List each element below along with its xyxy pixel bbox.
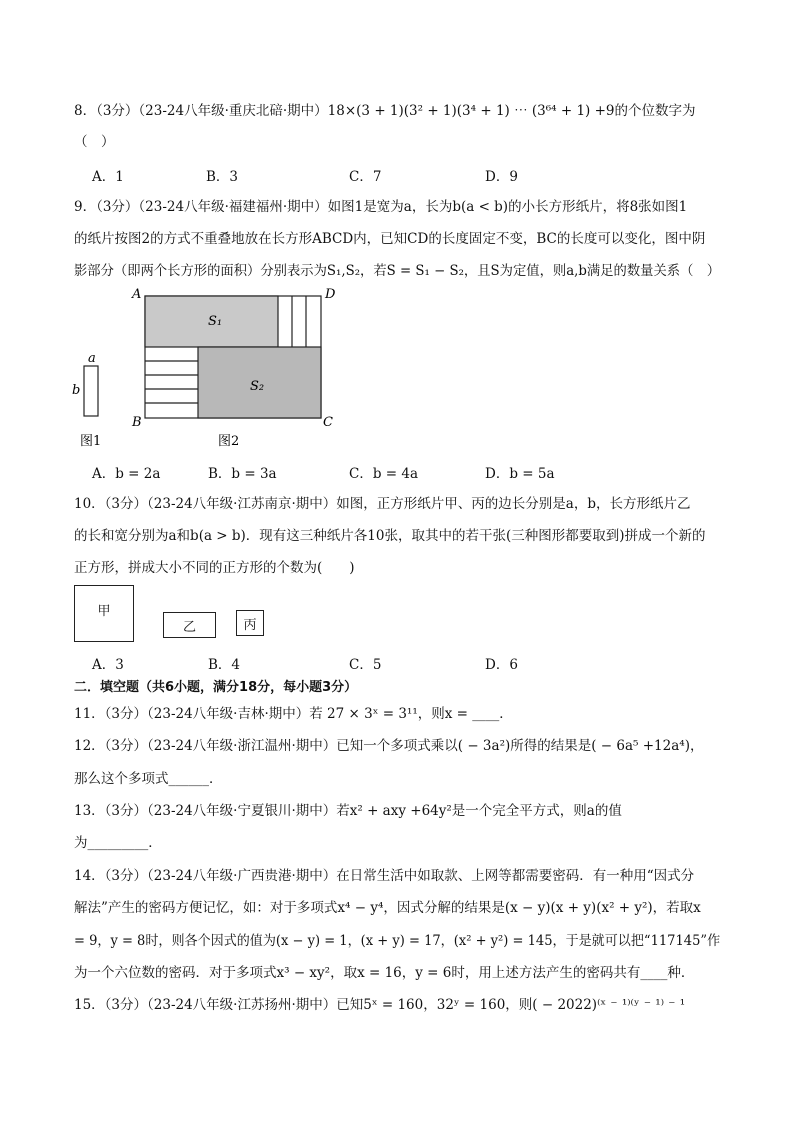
q15-line-1: 15．（3分）（23-24八年级·江苏扬州·期中）已知5ˣ = 160，32ʸ = 160，则( − 2022)⁽ˣ ⁻ ¹⁾⁽ʸ ⁻ ¹⁾ ⁻ ¹: [74, 997, 686, 1013]
q10-option-d: D．6: [485, 657, 518, 673]
fig2-label-s2: S₂: [250, 379, 265, 394]
shape-jia-label: 甲: [97, 604, 111, 619]
q13-line-1: 13．（3分）（23-24八年级·宁夏银川·期中）若x² + axy +64y²是一个完全平方式，则a的值: [74, 803, 622, 819]
q10-line-3: 正方形，拼成大小不同的正方形的个数为( ): [74, 560, 355, 576]
fig2-label-s1: S₁: [208, 314, 223, 329]
fig2-label-a: A: [132, 287, 142, 302]
q8-option-a: A．1: [92, 169, 124, 185]
q14-line-4: 为一个六位数的密码．对于多项式x³ − xy²，取x = 16，y = 6时，用上述方法产生的密码共有____种．: [74, 965, 695, 981]
q10-line-1: 10．（3分）（23-24八年级·江苏南京·期中）如图，正方形纸片甲、丙的边长分别是a，b，长方形纸片乙: [74, 496, 691, 512]
q9-option-d: D．b = 5a: [485, 466, 555, 482]
shape-yi-label: 乙: [182, 619, 196, 635]
q11-line-1: 11．（3分）（23-24八年级·吉林·期中）若 27 × 3ˣ = 3¹¹，则x = ____．: [74, 706, 513, 722]
q10-option-b: B．4: [208, 657, 241, 673]
q8-option-d: D．9: [485, 169, 518, 185]
fig2-caption: 图2: [218, 434, 240, 449]
q9-figure: [0, 280, 794, 455]
q9-option-c: C．b = 4a: [349, 466, 419, 482]
q10-option-c: C．5: [349, 657, 382, 673]
q9-line-2: 的纸片按图2的方式不重叠地放在长方形ABCD内，已知CD的长度固定不变，BC的长度可以变化，图中阴: [74, 231, 706, 247]
shape-bing: [236, 610, 264, 636]
fig1-caption: 图1: [80, 434, 102, 449]
q14-line-2: 解法”产生的密码方便记忆，如：对于多项式x⁴ − y⁴，因式分解的结果是(x − y)(x + y)(x² + y²)，若取x: [74, 900, 701, 916]
q10-option-a: A．3: [92, 657, 124, 673]
fig1-label-a: a: [88, 351, 96, 366]
fig2-label-d: D: [325, 287, 336, 302]
q8-option-b: B．3: [206, 169, 239, 185]
q9-option-a: A．b = 2a: [92, 466, 161, 482]
shape-yi: [163, 612, 216, 638]
fig1-small-rectangle: [84, 366, 98, 416]
q8-line-2: （ ）: [74, 134, 115, 150]
q14-line-3: = 9，y = 8时，则各个因式的值为(x − y) = 1，(x + y) = 17，(x² + y²) = 145，于是就可以把“117145”作: [74, 933, 721, 949]
q9-line-1: 9．（3分）（23-24八年级·福建福州·期中）如图1是宽为a，长为b(a < b)的小长方形纸片，将8张如图1: [74, 199, 688, 215]
shape-bing-label: 丙: [243, 617, 257, 633]
q12-line-2: 那么这个多项式______．: [74, 771, 223, 787]
q14-line-1: 14．（3分）（23-24八年级·广西贵港·期中）在日常生活中如取款、上网等都需要密码．有一种用“因式分: [74, 868, 695, 884]
q13-line-2: 为_________．: [74, 835, 162, 851]
section-2-title: 二．填空题（共6小题，满分18分，每小题3分）: [74, 680, 358, 695]
q8-option-c: C．7: [349, 169, 382, 185]
fig1-label-b: b: [72, 383, 81, 398]
q9-line-3: 影部分（即两个长方形的面积）分别表示为S₁,S₂，若S = S₁ − S₂，且S为定值，则a,b满足的数量关系（ ）: [74, 263, 721, 279]
q10-line-2: 的长和宽分别为a和b(a > b)．现有这三种纸片各10张，取其中的若干张(三种图形都要取到)拼成一个新的: [74, 528, 706, 544]
q12-line-1: 12．（3分）（23-24八年级·浙江温州·期中）已知一个多项式乘以( − 3a²)所得的结果是( − 6a⁵ +12a⁴)，: [74, 738, 704, 754]
q8-line-1: 8．（3分）（23-24八年级·重庆北碚·期中）18×(3 + 1)(3² + 1)(3⁴ + 1) ⋯ (3⁶⁴ + 1) +9的个位数字为: [74, 103, 696, 119]
fig2-label-c: C: [323, 415, 333, 430]
fig2-label-b: B: [132, 415, 142, 430]
q9-option-b: B．b = 3a: [208, 466, 277, 482]
shape-jia: [74, 585, 134, 642]
